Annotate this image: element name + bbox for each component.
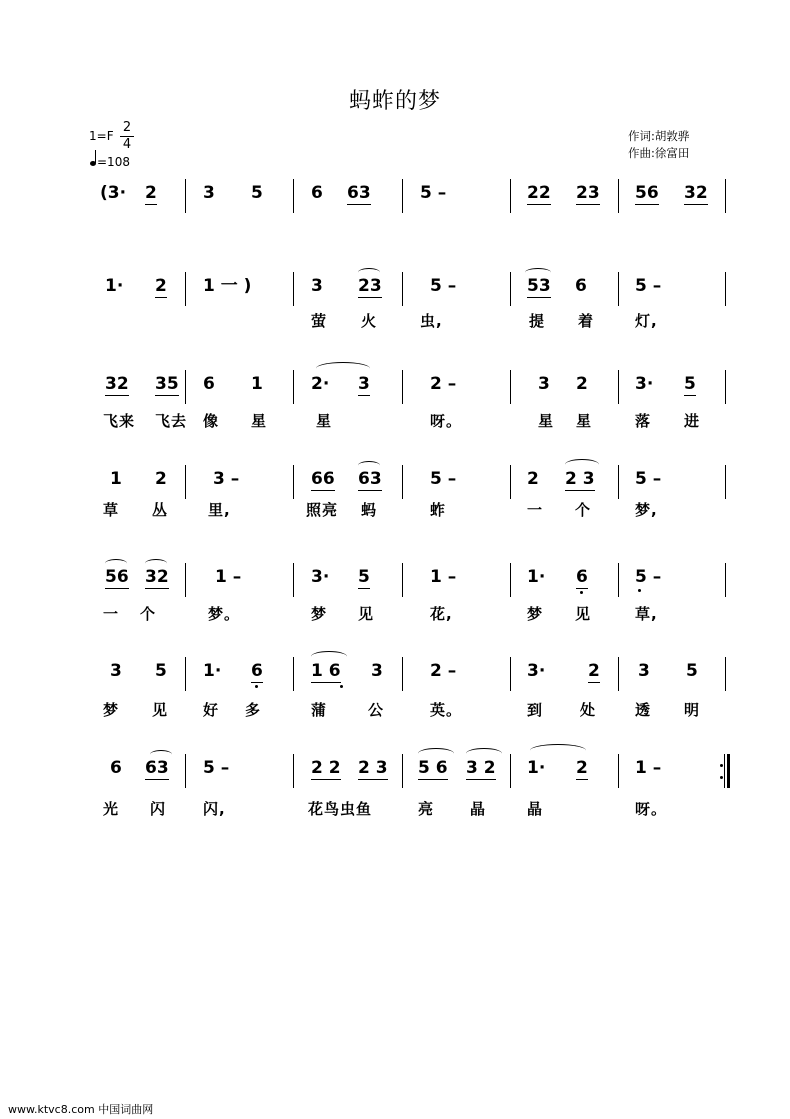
note: 6 (110, 758, 122, 778)
lyric: 提 (529, 312, 546, 330)
score-system-5 (0, 567, 790, 657)
lyric: 草 (103, 501, 120, 519)
note: 2 (527, 469, 539, 489)
note: 2 (155, 276, 167, 296)
lyric: 草, (635, 605, 658, 623)
note: 23 (576, 183, 600, 203)
lyricist-credit: 作词:胡敦骅 (628, 129, 690, 143)
note: 3 (110, 661, 122, 681)
lyric: 一 (103, 605, 120, 623)
note: 3· (635, 374, 654, 394)
slur (466, 748, 502, 759)
score-system-6 (0, 661, 790, 751)
score-system-7 (0, 758, 790, 848)
lyric: 丛 (152, 501, 169, 519)
time-sig-denominator: 4 (122, 137, 132, 152)
note: 1 – (215, 567, 242, 587)
tempo-marking (90, 150, 130, 169)
note: 1· (527, 758, 546, 778)
note: 6 (203, 374, 215, 394)
note: 63 (358, 469, 382, 489)
note: 5 – (430, 276, 457, 296)
note: 23 (358, 276, 382, 296)
note: 2· (311, 374, 330, 394)
slur (418, 748, 454, 759)
slur (311, 651, 347, 662)
note: 56 (105, 567, 129, 587)
note: 1· (105, 276, 124, 296)
note: 3 (203, 183, 215, 203)
note: 3 (538, 374, 550, 394)
note: 35 (155, 374, 179, 394)
note: 5 6 (418, 758, 448, 778)
lyric: 梦 (103, 701, 120, 719)
lyric: 花鸟虫鱼 (308, 800, 373, 818)
lyric: 呀。 (635, 800, 668, 818)
note: 3 2 (466, 758, 496, 778)
key-signature: 1=F (89, 129, 114, 143)
note: 5 (155, 661, 167, 681)
note: (3· (100, 183, 127, 203)
note: 5 – (635, 469, 662, 489)
note: 5 (358, 567, 370, 587)
note: 1 (110, 469, 122, 489)
lyric: 公 (368, 701, 385, 719)
lyric: 呀。 (430, 412, 463, 430)
repeat-dot (720, 776, 723, 779)
credits (628, 128, 689, 162)
lyric: 见 (358, 605, 375, 623)
lyric: 英。 (430, 701, 463, 719)
lyric: 梦, (635, 501, 658, 519)
note: 6 (576, 567, 588, 587)
quarter-note-icon (90, 150, 97, 166)
lyric: 蚱 (430, 501, 447, 519)
note: 1 (251, 374, 263, 394)
lyric: 里, (208, 501, 231, 519)
note: 3· (527, 661, 546, 681)
note: 5 – (203, 758, 230, 778)
note: 5 – (430, 469, 457, 489)
note: 2 (588, 661, 600, 681)
note: 3· (311, 567, 330, 587)
composer-credit: 作曲:徐富田 (628, 146, 690, 160)
note: 66 (311, 469, 335, 489)
score-system-3 (0, 374, 790, 464)
lyric: 照亮 (306, 501, 339, 519)
note: 1· (203, 661, 222, 681)
lyric: 着 (578, 312, 595, 330)
slur (105, 559, 127, 568)
lyric: 星 (251, 412, 268, 430)
note: 5 (251, 183, 263, 203)
lyric: 星 (576, 412, 593, 430)
slur (358, 461, 380, 470)
lyric: 一 (527, 501, 544, 519)
final-barline (727, 754, 730, 788)
slur (525, 268, 551, 277)
lyric: 闪 (150, 800, 167, 818)
tempo-value: =108 (97, 155, 130, 169)
note: 5 – (420, 183, 447, 203)
footer-watermark: www.ktvc8.com 中国词曲网 (8, 1103, 154, 1116)
low-octave-dot (580, 591, 583, 594)
note: 6 (575, 276, 587, 296)
note: 63 (145, 758, 169, 778)
time-signature (120, 121, 134, 152)
score-system-4 (0, 469, 790, 559)
lyric: 好 (203, 701, 220, 719)
song-title: 蚂蚱的梦 (348, 89, 441, 114)
note: 1 – (430, 567, 457, 587)
note: 3 – (213, 469, 240, 489)
note: 2 (576, 374, 588, 394)
lyric: 萤 (311, 312, 328, 330)
note: 5 (684, 374, 696, 394)
lyric: 梦。 (208, 605, 241, 623)
note: 2 – (430, 374, 457, 394)
note: 2 (576, 758, 588, 778)
lyric: 到 (527, 701, 544, 719)
lyric: 虫, (420, 312, 443, 330)
lyric: 落 (635, 412, 652, 430)
lyric: 见 (152, 701, 169, 719)
score-system-2 (0, 276, 790, 366)
lyric: 进 (684, 412, 701, 430)
lyric: 见 (575, 605, 592, 623)
lyric: 亮 (418, 800, 435, 818)
low-octave-dot (638, 589, 641, 592)
score-system-1 (0, 183, 790, 273)
note: 1 – (635, 758, 662, 778)
lyric: 蚂 (361, 501, 378, 519)
note: 3 (311, 276, 323, 296)
lyric: 个 (575, 501, 592, 519)
note: 2 – (430, 661, 457, 681)
lyric: 火 (361, 312, 378, 330)
lyric: 光 (103, 800, 120, 818)
note: 22 (527, 183, 551, 203)
lyric: 星 (538, 412, 555, 430)
lyric: 明 (684, 701, 701, 719)
lyric: 蒲 (311, 701, 328, 719)
note: 1 一 ) (203, 276, 252, 296)
slur (145, 559, 167, 568)
lyric: 像 (203, 412, 220, 430)
lyric: 晶 (527, 800, 544, 818)
lyric: 闪, (203, 800, 226, 818)
time-sig-numerator: 2 (122, 120, 132, 135)
note: 63 (347, 183, 371, 203)
lyric: 飞去 (155, 412, 188, 430)
slur (358, 268, 380, 277)
lyric: 梦 (527, 605, 544, 623)
lyric: 灯, (635, 312, 658, 330)
slur (565, 459, 599, 470)
note: 5 (686, 661, 698, 681)
slur (530, 744, 586, 757)
lyric: 梦 (311, 605, 328, 623)
note: 32 (145, 567, 169, 587)
note: 2 3 (358, 758, 388, 778)
note: 2 (155, 469, 167, 489)
lyric: 星 (316, 412, 333, 430)
low-octave-dot (340, 685, 343, 688)
note: 3 (638, 661, 650, 681)
note: 32 (684, 183, 708, 203)
lyric: 处 (580, 701, 597, 719)
lyric: 飞来 (103, 412, 136, 430)
note: 1 6 (311, 661, 341, 681)
note: 2 3 (565, 469, 595, 489)
note: 5 – (635, 567, 662, 587)
note: 2 (145, 183, 157, 203)
lyric: 透 (635, 701, 652, 719)
note: 1· (527, 567, 546, 587)
repeat-dot (720, 764, 723, 767)
lyric: 晶 (470, 800, 487, 818)
note: 6 (251, 661, 263, 681)
note: 2 2 (311, 758, 341, 778)
note: 3 (358, 374, 370, 394)
note: 6 (311, 183, 323, 203)
note: 56 (635, 183, 659, 203)
lyric: 花, (430, 605, 453, 623)
note: 53 (527, 276, 551, 296)
note: 3 (371, 661, 383, 681)
slur (150, 750, 172, 759)
low-octave-dot (255, 685, 258, 688)
lyric: 多 (245, 701, 262, 719)
lyric: 个 (140, 605, 157, 623)
note: 5 – (635, 276, 662, 296)
note: 32 (105, 374, 129, 394)
